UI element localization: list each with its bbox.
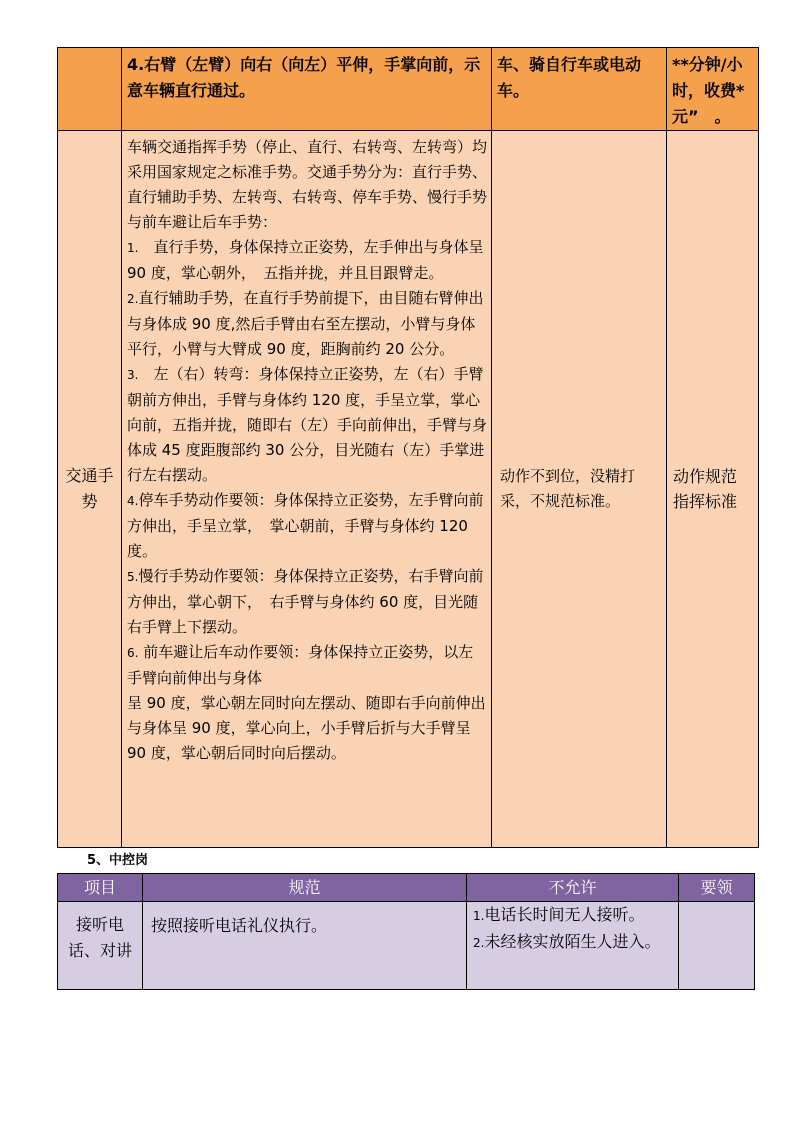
list-item: 2.未经核实放陌生人进入。: [473, 932, 661, 951]
table-row: [58, 902, 755, 990]
project-label: 交通手势: [65, 466, 114, 511]
column-header: 要领: [679, 874, 755, 902]
traffic-gesture-table: [57, 47, 759, 848]
table-cell-disallowed: 动作不到位，没精打采，不规范标准。: [492, 131, 667, 848]
table-header-row: [58, 874, 755, 902]
table-cell: **分钟/小时，收费*元” 。: [667, 48, 759, 131]
control-post-table: [57, 873, 755, 990]
table-cell-project: [58, 131, 122, 848]
list-item: 2.直行辅助手势，在直行手势前提下，由目随右臂伸出与身体成 90 度,然后手臂由右至左摆动，小臂与身体平行，小臂与大臂成 90 度，距胸前约 20 公分。: [127, 289, 484, 358]
gesture-intro: 车辆交通指挥手势（停止、直行、右转弯、左转弯）均采用国家规定之标准手势。交通手势分为：直行手势、直行辅助手势、左转弯、右转弯、停车手势、慢行手势与前车避让后车手势：: [127, 138, 488, 231]
table-cell-standard: [122, 131, 492, 848]
list-item: 6. 前车避让后车动作要领：身体保持立正姿势，以左手臂向前伸出与身体: [127, 643, 474, 687]
column-header: 不允许: [467, 874, 679, 902]
list-item: 1.电话长时间无人接听。: [473, 905, 645, 924]
table-cell-disallowed: [467, 902, 679, 990]
gesture-tail: 呈 90 度，掌心朝左同时向左摆动、随即右手向前伸出与身体呈 90 度，掌心向上，小手臂后折与大手臂呈 90 度，掌心朝后同时向后摆动。: [127, 694, 486, 762]
list-item: 1. 直行手势，身体保持立正姿势，左手伸出与身体呈 90 度，掌心朝外， 五指并拢，并且目跟臂走。: [127, 238, 484, 282]
table-cell-key: [679, 902, 755, 990]
table-cell-key: 动作规范指挥标准: [667, 131, 759, 848]
column-header: 规范: [143, 874, 467, 902]
list-item: 4.停车手势动作要领：身体保持立正姿势，左手臂向前方伸出，手呈立掌， 掌心朝前，手臂与身体约 120 度。: [127, 491, 484, 560]
list-item: 5.慢行手势动作要领：身体保持立正姿势，右手臂向前方伸出，掌心朝下， 右手臂与身体约 60 度，目光随右手臂上下摆动。: [127, 567, 484, 636]
table-row: [58, 131, 759, 848]
table-cell: 车、骑自行车或电动车。: [492, 48, 667, 131]
table-cell-project: 接听电话、对讲: [58, 902, 143, 990]
section-title: 5、中控岗: [87, 853, 149, 868]
table-cell: [58, 48, 122, 131]
table-cell-standard: 按照接听电话礼仪执行。: [143, 902, 467, 990]
list-item: 3. 左（右）转弯：身体保持立正姿势，左（右）手臂朝前方伸出，手臂与身体约 120 度，手呈立掌，掌心向前，五指并拢，随即右（左）手向前伸出，手臂与身体成 45 度距腹部约 30 公分，目光随右（左）手掌进行左右摆动。: [127, 365, 488, 484]
table-row: [58, 48, 759, 131]
column-header: 项目: [58, 874, 143, 902]
table-cell: 4.右臂（左臂）向右（向左）平伸，手掌向前，示意车辆直行通过。: [122, 48, 492, 131]
